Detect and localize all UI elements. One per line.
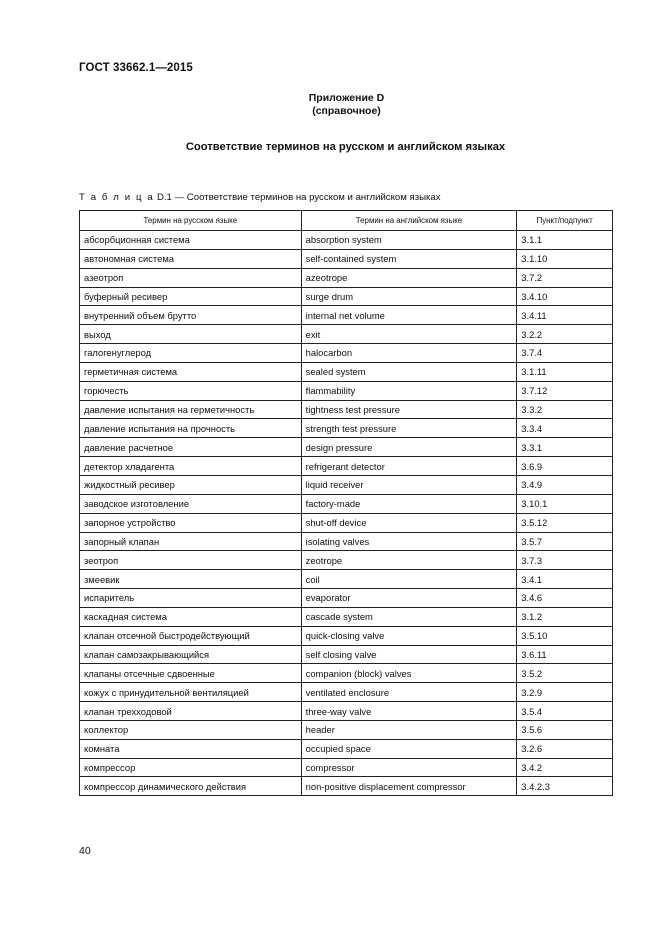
table-row <box>80 758 613 777</box>
table-caption-prefix: Т а б л и ц а <box>79 192 155 203</box>
table-caption <box>79 192 441 203</box>
clause-cell: 3.4.6 <box>517 589 613 608</box>
table-row <box>80 457 613 476</box>
table-row <box>80 287 613 306</box>
english-term-cell: halocarbon <box>301 344 517 363</box>
header-clause: Пункт/подпункт <box>517 211 613 231</box>
table-row <box>80 513 613 532</box>
english-term-cell: sealed system <box>301 362 517 381</box>
english-term-cell: compressor <box>301 758 517 777</box>
table-row <box>80 645 613 664</box>
table-row <box>80 362 613 381</box>
table-row <box>80 400 613 419</box>
english-term-cell: ventilated enclosure <box>301 683 517 702</box>
clause-cell: 3.4.9 <box>517 475 613 494</box>
russian-term-cell: клапаны отсечные сдвоенные <box>80 664 302 683</box>
english-term-cell: zeotrope <box>301 551 517 570</box>
clause-cell: 3.2.2 <box>517 325 613 344</box>
clause-cell: 3.7.2 <box>517 268 613 287</box>
clause-cell: 3.5.7 <box>517 532 613 551</box>
terms-table <box>79 210 613 796</box>
clause-cell: 3.7.3 <box>517 551 613 570</box>
table-row <box>80 344 613 363</box>
russian-term-cell: автономная система <box>80 249 302 268</box>
clause-cell: 3.4.10 <box>517 287 613 306</box>
english-term-cell: isolating valves <box>301 532 517 551</box>
table-row <box>80 570 613 589</box>
table-row <box>80 306 613 325</box>
russian-term-cell: внутренний объем брутто <box>80 306 302 325</box>
table-row <box>80 664 613 683</box>
english-term-cell: tightness test pressure <box>301 400 517 419</box>
appendix-title: Приложение D <box>308 92 385 104</box>
table-row <box>80 739 613 758</box>
english-term-cell: absorption system <box>301 231 517 250</box>
clause-cell: 3.5.4 <box>517 702 613 721</box>
russian-term-cell: клапан самозакрывающийся <box>80 645 302 664</box>
russian-term-cell: комната <box>80 739 302 758</box>
clause-cell: 3.5.2 <box>517 664 613 683</box>
page-title <box>0 141 661 153</box>
russian-term-cell: каскадная система <box>80 607 302 626</box>
table-caption-text: D.1 — Соответствие терминов на русском и английском языках <box>156 192 441 203</box>
clause-cell: 3.4.1 <box>517 570 613 589</box>
table-body <box>80 231 613 796</box>
table-row <box>80 268 613 287</box>
clause-cell: 3.7.4 <box>517 344 613 363</box>
table-row <box>80 475 613 494</box>
table-row <box>80 532 613 551</box>
header-english-term: Термин на английском языке <box>301 211 517 231</box>
clause-cell: 3.6.11 <box>517 645 613 664</box>
english-term-cell: surge drum <box>301 287 517 306</box>
russian-term-cell: коллектор <box>80 720 302 739</box>
clause-cell: 3.5.6 <box>517 720 613 739</box>
clause-cell: 3.2.9 <box>517 683 613 702</box>
table-row <box>80 249 613 268</box>
table-row <box>80 438 613 457</box>
english-term-cell: shut-off device <box>301 513 517 532</box>
english-term-cell: three-way valve <box>301 702 517 721</box>
clause-cell: 3.6.9 <box>517 457 613 476</box>
english-term-cell: design pressure <box>301 438 517 457</box>
table-header-row <box>80 211 613 231</box>
table-row <box>80 683 613 702</box>
russian-term-cell: герметичная система <box>80 362 302 381</box>
russian-term-cell: давление расчетное <box>80 438 302 457</box>
english-term-cell: occupied space <box>301 739 517 758</box>
russian-term-cell: азеотроп <box>80 268 302 287</box>
table-row <box>80 626 613 645</box>
page-number: 40 <box>79 845 91 857</box>
english-term-cell: self closing valve <box>301 645 517 664</box>
clause-cell: 3.3.2 <box>517 400 613 419</box>
clause-cell: 3.1.1 <box>517 231 613 250</box>
english-term-cell: evaporator <box>301 589 517 608</box>
russian-term-cell: заводское изготовление <box>80 494 302 513</box>
russian-term-cell: запорный клапан <box>80 532 302 551</box>
table-row <box>80 777 613 796</box>
russian-term-cell: абсорбционная система <box>80 231 302 250</box>
russian-term-cell: детектор хладагента <box>80 457 302 476</box>
english-term-cell: liquid receiver <box>301 475 517 494</box>
clause-cell: 3.1.2 <box>517 607 613 626</box>
clause-cell: 3.4.2 <box>517 758 613 777</box>
clause-cell: 3.5.12 <box>517 513 613 532</box>
clause-cell: 3.7.12 <box>517 381 613 400</box>
english-term-cell: factory-made <box>301 494 517 513</box>
english-term-cell: azeotrope <box>301 268 517 287</box>
english-term-cell: header <box>301 720 517 739</box>
russian-term-cell: галогенуглерод <box>80 344 302 363</box>
clause-cell: 3.5.10 <box>517 626 613 645</box>
russian-term-cell: запорное устройство <box>80 513 302 532</box>
clause-cell: 3.2.6 <box>517 739 613 758</box>
table-row <box>80 551 613 570</box>
english-term-cell: cascade system <box>301 607 517 626</box>
page-title-text: Соответствие терминов на русском и английском языках <box>185 141 506 153</box>
russian-term-cell: зеотроп <box>80 551 302 570</box>
russian-term-cell: давление испытания на прочность <box>80 419 302 438</box>
header-russian-term: Термин на русском языке <box>80 211 302 231</box>
russian-term-cell: кожух с принудительной вентиляцией <box>80 683 302 702</box>
table-row <box>80 494 613 513</box>
standard-number: ГОСТ 33662.1—2015 <box>79 62 193 74</box>
english-term-cell: companion (block) valves <box>301 664 517 683</box>
appendix-heading <box>0 92 661 118</box>
table-row <box>80 607 613 626</box>
english-term-cell: non-positive displacement compressor <box>301 777 517 796</box>
clause-cell: 3.4.2.3 <box>517 777 613 796</box>
russian-term-cell: клапан трехходовой <box>80 702 302 721</box>
russian-term-cell: змеевик <box>80 570 302 589</box>
russian-term-cell: выход <box>80 325 302 344</box>
english-term-cell: flammability <box>301 381 517 400</box>
russian-term-cell: компрессор <box>80 758 302 777</box>
english-term-cell: strength test pressure <box>301 419 517 438</box>
russian-term-cell: горючесть <box>80 381 302 400</box>
table-row <box>80 381 613 400</box>
english-term-cell: coil <box>301 570 517 589</box>
appendix-subtitle: (справочное) <box>312 105 381 117</box>
clause-cell: 3.3.1 <box>517 438 613 457</box>
russian-term-cell: жидкостный ресивер <box>80 475 302 494</box>
table-row <box>80 702 613 721</box>
table-row <box>80 325 613 344</box>
russian-term-cell: испаритель <box>80 589 302 608</box>
english-term-cell: exit <box>301 325 517 344</box>
russian-term-cell: компрессор динамического действия <box>80 777 302 796</box>
table-row <box>80 589 613 608</box>
table-row <box>80 231 613 250</box>
clause-cell: 3.3.4 <box>517 419 613 438</box>
clause-cell: 3.10.1 <box>517 494 613 513</box>
clause-cell: 3.1.10 <box>517 249 613 268</box>
english-term-cell: self-contained system <box>301 249 517 268</box>
table-row <box>80 419 613 438</box>
russian-term-cell: буферный ресивер <box>80 287 302 306</box>
clause-cell: 3.4.11 <box>517 306 613 325</box>
russian-term-cell: давление испытания на герметичность <box>80 400 302 419</box>
english-term-cell: quick-closing valve <box>301 626 517 645</box>
clause-cell: 3.1.11 <box>517 362 613 381</box>
table-row <box>80 720 613 739</box>
russian-term-cell: клапан отсечной быстродействующий <box>80 626 302 645</box>
english-term-cell: refrigerant detector <box>301 457 517 476</box>
english-term-cell: internal net volume <box>301 306 517 325</box>
